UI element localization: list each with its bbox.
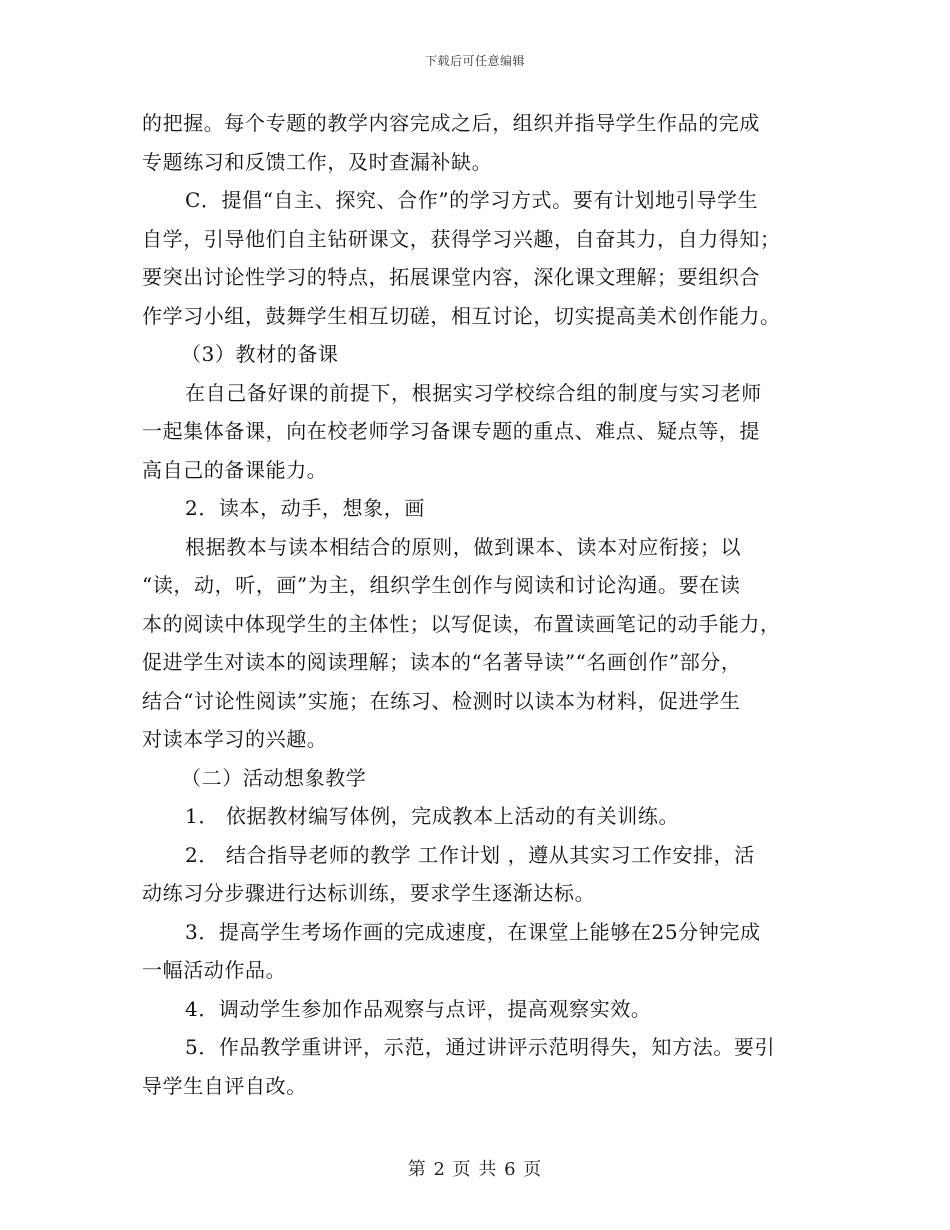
paragraph-line: 的把握。每个专题的教学内容完成之后，组织并指导学生作品的完成: [142, 111, 760, 135]
paragraph-line: 在自己备好课的前提下，根据实习学校综合组的制度与实习老师: [185, 380, 762, 405]
paragraph-line: 动练习分步骤进行达标训练，要求学生逐渐达标。: [142, 881, 596, 905]
paragraph-line: 专题练习和反馈工作，及时查漏补缺。: [142, 149, 493, 174]
list-item: 1． 依据教材编写体例，完成教本上活动的有关训练。: [185, 804, 680, 828]
paragraph-line: 要突出讨论性学习的特点，拓展课堂内容，深化课文理解；要组织合: [142, 265, 760, 289]
paragraph-line: 结合“讨论性阅读”实施；在练习、检测时以读本为材料，促进学生: [142, 688, 741, 713]
page-footer: 第 2 页 共 6 页: [407, 1159, 543, 1180]
paragraph-line: 一幅活动作品。: [142, 958, 287, 982]
section-heading: 2．读本，动手，想象，画: [185, 496, 425, 520]
paragraph-line: 对读本学习的兴趣。: [142, 727, 328, 751]
paragraph-line: 根据教本与读本相结合的原则，做到课本、读本对应衔接；以: [185, 534, 742, 559]
paragraph-line: 本的阅读中体现学生的主体性；以写促读，布置读画笔记的动手能力，: [142, 611, 781, 636]
list-item: 2． 结合指导老师的教学 工作计划 ，遵从其实习工作安排，活: [185, 842, 755, 867]
paragraph-line: 高自己的备课能力。: [142, 457, 328, 482]
paragraph-line: 促进学生对读本的阅读理解；读本的“名著导读”“名画创作”部分，: [142, 650, 742, 674]
paragraph-line: 自学，引导他们自主钻研课文，获得学习兴趣，自奋其力，自力得知；: [142, 226, 781, 251]
list-item: 4．调动学生参加作品观察与点评，提高观察实效。: [185, 996, 652, 1021]
paragraph-line: 一起集体备课，向在校老师学习备课专题的重点、难点、疑点等，提: [142, 419, 760, 443]
section-heading: （二）活动想象教学: [181, 765, 367, 790]
section-heading: （3）教材的备课: [181, 342, 339, 366]
list-item: 5．作品教学重讲评，示范，通过讲评示范明得失，知方法。要引: [185, 1035, 776, 1059]
paragraph-line: 作学习小组，鼓舞学生相互切磋，相互讨论，切实提高美术创作能力。: [142, 303, 781, 328]
paragraph-line: “读，动，听，画”为主，组织学生创作与阅读和讨论沟通。要在读: [142, 573, 741, 597]
page-header: 下载后可任意编辑: [424, 54, 525, 68]
document-body: [142, 104, 812, 1105]
paragraph-line: 导学生自评自改。: [142, 1073, 307, 1098]
paragraph-line: C．提倡“自主、探究、合作”的学习方式。要有计划地引导学生: [185, 188, 759, 212]
list-item: 3．提高学生考场作画的完成速度，在课堂上能够在25分钟完成: [185, 919, 761, 944]
